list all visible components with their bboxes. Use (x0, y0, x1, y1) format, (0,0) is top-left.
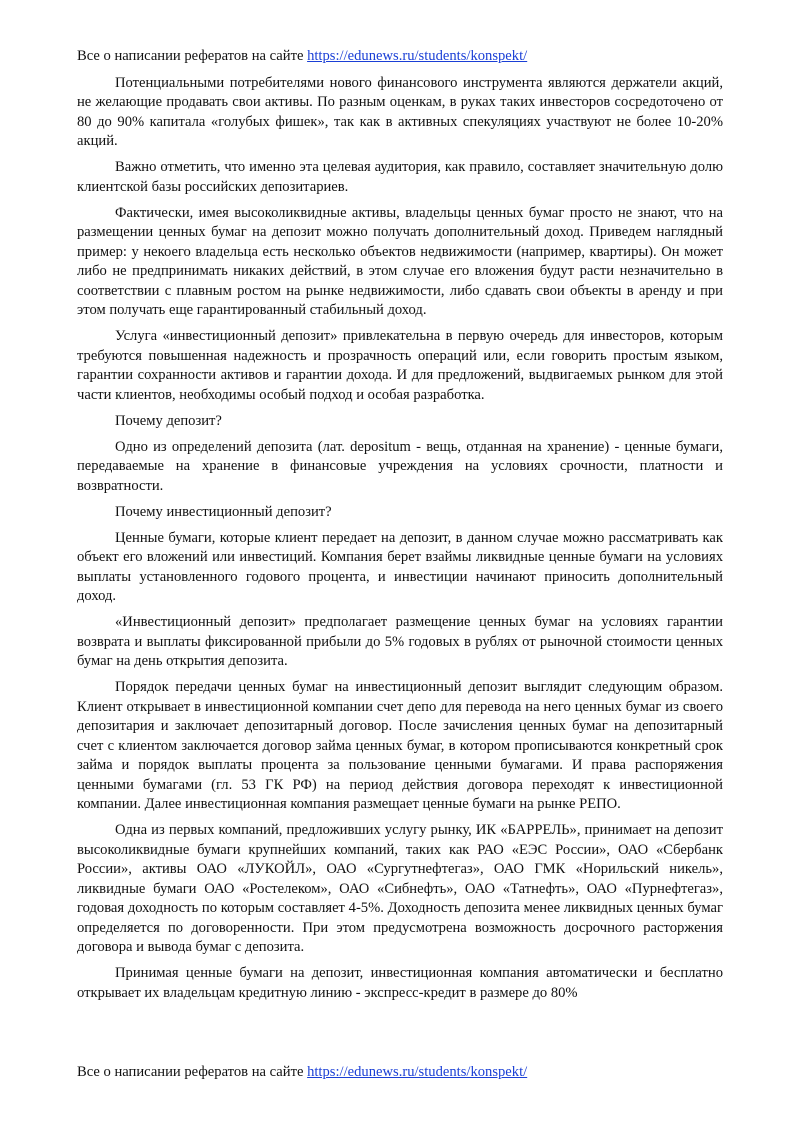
page-footer (77, 1063, 527, 1083)
footer-link[interactable]: https://edunews.ru/students/konspekt/ (307, 1064, 528, 1080)
header-text: Все о написании рефератов на сайте (77, 48, 308, 64)
paragraph: Важно отметить, что именно эта целевая аудитория, как правило, составляет значительную долю клиентской базы российских депозитариев. (77, 159, 723, 195)
paragraph: «Инвестиционный депозит» предполагает размещение ценных бумаг на условиях гарантии возврата и выплаты фиксированной прибыли до 5% годовых в рублях от рыночной стоимости ценных бумаг на день открытия депозита. (77, 614, 723, 669)
paragraph: Одно из определений депозита (лат. depositum - вещь, отданная на хранение) - ценные бумаги, передаваемые на хранение в финансовые учреждения на условиях срочности, платности и возвратности. (77, 438, 723, 494)
paragraph: Одна из первых компаний, предложивших услугу рынку, ИК «БАРРЕЛЬ», принимает на депозит высоколиквидные бумаги крупнейших компаний, таких как РАО «ЕЭС России», ОАО «Сбербанк России», активы ОАО «ЛУКОЙЛ», ОАО «Сургутнефтегаз», ОАО ГМК «Норильский никель», ликвидные бумаги ОАО «Ростелеком», ОАО «Сибнефть», ОАО «Татнефть», ОАО «Пурнефтегаз», годовая доходность по которым составляет 4-5%. Доходность депозита менее ликвидных ценных бумаг определяется по договоренности. При этом предусмотрена возможность досрочного расторжения договора и вывода бумаг с депозита. (77, 822, 723, 955)
paragraph: Потенциальными потребителями нового финансового инструмента являются держатели акций, не желающие продавать свои активы. По разным оценкам, в руках таких инвесторов сосредоточено от 80 до 90% капитала «голубых фишек», так как в активных спекуляциях участвуют не более 10-20% акций. (77, 74, 723, 149)
paragraph: Ценные бумаги, которые клиент передает на депозит, в данном случае можно рассматривать как объект его вложений или инвестиций. Компания берет взаймы ликвидные ценные бумаги на условиях выплаты установленного годового процента, и инвестиции начинают приносить дополнительный доход. (77, 529, 723, 604)
section-question: Почему депозит? (115, 412, 222, 429)
paragraph: Фактически, имея высоколиквидные активы, владельцы ценных бумаг просто не знают, что на размещении ценных бумаг на депозит можно получать дополнительный доход. Приведем наглядный пример: у некоего владельца есть несколько объектов недвижимости (например, квартиры). Он может либо не предпринимать никаких действий, в этом случае его вложения будут расти незначительно в соответствии с плавным ростом на рынке недвижимости, либо сдавать свои объекты в аренду и при этом получать еще гарантированный стабильный доход. (77, 204, 723, 318)
document-body (77, 74, 723, 1004)
paragraph: Порядок передачи ценных бумаг на инвестиционный депозит выглядит следующим образом. Клиент открывает в инвестиционной компании счет депо для перевода на него ценных бумаг из своего депозитария и заключает депозитарный договор. После зачисления ценных бумаг на депозитарный счет с клиентом заключается договор займа ценных бумаг, в котором прописываются конкретный срок займа и порядок выплаты процента за пользование ценными бумагами. И права распоряжения ценными бумагами (гл. 53 ГК РФ) на период действия договора переходят к инвестиционной компании. Далее инвестиционная компания размещает ценные бумаги на рынке РЕПО. (77, 679, 723, 812)
header-link[interactable]: https://edunews.ru/students/konspekt/ (307, 48, 528, 64)
paragraph: Принимая ценные бумаги на депозит, инвестиционная компания автоматически и бесплатно открывает их владельцам кредитную линию - экспресс-кредит в размере до 80% (77, 965, 723, 1001)
paragraph: Услуга «инвестиционный депозит» привлекательна в первую очередь для инвесторов, которым требуются повышенная надежность и прозрачность операций или, если говорить простым языком, гарантии сохранности активов и гарантии дохода. И для предложений, выдвигаемых рынком для этой части клиентов, необходимы особый подход и особая разработка. (77, 328, 723, 403)
footer-text: Все о написании рефератов на сайте (77, 1064, 308, 1080)
document-page (77, 47, 723, 1010)
section-question: Почему инвестиционный депозит? (115, 503, 332, 520)
page-header (77, 47, 723, 67)
